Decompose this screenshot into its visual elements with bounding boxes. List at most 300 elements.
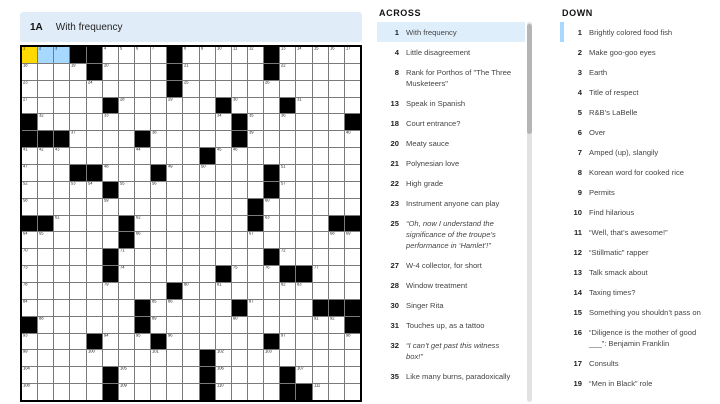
- grid-cell[interactable]: [22, 165, 37, 181]
- grid-cell[interactable]: [345, 165, 360, 181]
- grid-cell[interactable]: [183, 334, 198, 350]
- grid-cell[interactable]: [248, 131, 263, 147]
- across-clue-4[interactable]: [377, 42, 525, 62]
- grid-cell[interactable]: [103, 283, 118, 299]
- grid-cell[interactable]: [151, 367, 166, 383]
- grid-cell[interactable]: [151, 47, 166, 63]
- grid-cell[interactable]: [329, 114, 344, 130]
- grid-cell[interactable]: [103, 114, 118, 130]
- grid-cell[interactable]: [280, 199, 295, 215]
- grid-cell[interactable]: [119, 266, 134, 282]
- grid-cell[interactable]: [183, 300, 198, 316]
- grid-cell[interactable]: [345, 350, 360, 366]
- grid-cell[interactable]: [54, 367, 69, 383]
- grid-cell[interactable]: [345, 98, 360, 114]
- grid-cell[interactable]: [296, 98, 311, 114]
- across-clue-22[interactable]: [377, 173, 525, 193]
- grid-cell[interactable]: [22, 283, 37, 299]
- grid-cell[interactable]: [345, 283, 360, 299]
- grid-cell[interactable]: [200, 216, 215, 232]
- grid-cell[interactable]: [264, 384, 279, 400]
- down-clue-7[interactable]: [560, 142, 718, 162]
- grid-cell[interactable]: [119, 114, 134, 130]
- grid-cell[interactable]: [70, 266, 85, 282]
- grid-cell[interactable]: [22, 199, 37, 215]
- grid-cell[interactable]: [103, 334, 118, 350]
- grid-cell[interactable]: [232, 350, 247, 366]
- across-clue-25[interactable]: [377, 213, 525, 255]
- down-clue-2[interactable]: [560, 42, 718, 62]
- grid-cell[interactable]: [280, 165, 295, 181]
- grid-cell[interactable]: [345, 384, 360, 400]
- grid-cell[interactable]: [296, 350, 311, 366]
- grid-cell[interactable]: [167, 232, 182, 248]
- grid-cell[interactable]: [216, 64, 231, 80]
- grid-cell[interactable]: [87, 131, 102, 147]
- grid-cell[interactable]: [345, 232, 360, 248]
- grid-cell[interactable]: [87, 384, 102, 400]
- grid-cell[interactable]: [296, 367, 311, 383]
- grid-cell[interactable]: [151, 81, 166, 97]
- grid-cell[interactable]: [280, 334, 295, 350]
- grid-cell[interactable]: [216, 182, 231, 198]
- grid-cell[interactable]: [264, 131, 279, 147]
- grid-cell[interactable]: [38, 165, 53, 181]
- grid-cell[interactable]: [22, 266, 37, 282]
- down-clue-6[interactable]: [560, 122, 718, 142]
- grid-cell[interactable]: [38, 98, 53, 114]
- grid-cell[interactable]: [313, 266, 328, 282]
- grid-cell[interactable]: [200, 334, 215, 350]
- grid-cell[interactable]: [216, 131, 231, 147]
- across-scrollbar-thumb[interactable]: [527, 24, 532, 134]
- grid-cell[interactable]: [103, 81, 118, 97]
- across-clue-32[interactable]: [377, 335, 525, 366]
- grid-cell[interactable]: [264, 283, 279, 299]
- grid-cell[interactable]: [280, 216, 295, 232]
- across-clue-23[interactable]: [377, 193, 525, 213]
- down-clue-14[interactable]: [560, 282, 718, 302]
- grid-cell[interactable]: [119, 249, 134, 265]
- grid-cell[interactable]: [313, 47, 328, 63]
- grid-cell[interactable]: [183, 114, 198, 130]
- grid-cell[interactable]: [183, 317, 198, 333]
- down-clue-5[interactable]: [560, 102, 718, 122]
- grid-cell[interactable]: [183, 165, 198, 181]
- grid-cell[interactable]: [280, 81, 295, 97]
- grid-cell[interactable]: [264, 148, 279, 164]
- grid-cell[interactable]: [119, 283, 134, 299]
- grid-cell[interactable]: [167, 350, 182, 366]
- grid-cell[interactable]: [280, 64, 295, 80]
- grid-cell[interactable]: [200, 283, 215, 299]
- grid-cell[interactable]: [280, 47, 295, 63]
- grid-cell[interactable]: [248, 283, 263, 299]
- across-clue-31[interactable]: [377, 315, 525, 335]
- grid-cell[interactable]: [119, 317, 134, 333]
- grid-cell[interactable]: [70, 283, 85, 299]
- grid-cell[interactable]: [87, 367, 102, 383]
- grid-cell[interactable]: [167, 249, 182, 265]
- grid-cell[interactable]: [200, 64, 215, 80]
- grid-cell[interactable]: [167, 114, 182, 130]
- grid-cell[interactable]: [232, 384, 247, 400]
- grid-cell[interactable]: [183, 384, 198, 400]
- grid-cell[interactable]: [151, 300, 166, 316]
- grid-cell[interactable]: [329, 350, 344, 366]
- grid-cell[interactable]: [70, 199, 85, 215]
- grid-cell[interactable]: [216, 300, 231, 316]
- grid-cell[interactable]: [248, 266, 263, 282]
- grid-cell[interactable]: [248, 47, 263, 63]
- grid-cell[interactable]: [296, 131, 311, 147]
- grid-cell[interactable]: [151, 148, 166, 164]
- grid-cell[interactable]: [280, 300, 295, 316]
- grid-cell[interactable]: [232, 249, 247, 265]
- grid-cell[interactable]: [280, 283, 295, 299]
- grid-cell[interactable]: [167, 384, 182, 400]
- grid-cell[interactable]: [329, 266, 344, 282]
- grid-cell[interactable]: [135, 266, 150, 282]
- down-clue-8[interactable]: [560, 162, 718, 182]
- grid-cell[interactable]: [119, 384, 134, 400]
- grid-cell[interactable]: [232, 334, 247, 350]
- grid-cell[interactable]: [70, 384, 85, 400]
- grid-cell[interactable]: [135, 283, 150, 299]
- grid-cell[interactable]: [313, 199, 328, 215]
- grid-cell[interactable]: [345, 64, 360, 80]
- grid-cell[interactable]: [54, 98, 69, 114]
- grid-cell[interactable]: [22, 98, 37, 114]
- grid-cell[interactable]: [313, 249, 328, 265]
- grid-cell[interactable]: [296, 148, 311, 164]
- grid-cell[interactable]: [200, 266, 215, 282]
- grid-cell[interactable]: [151, 64, 166, 80]
- grid-cell[interactable]: [264, 98, 279, 114]
- grid-cell[interactable]: [329, 317, 344, 333]
- grid-cell[interactable]: [54, 300, 69, 316]
- grid-cell[interactable]: [103, 317, 118, 333]
- grid-cell[interactable]: [329, 131, 344, 147]
- grid-cell[interactable]: [54, 81, 69, 97]
- grid-cell[interactable]: [216, 114, 231, 130]
- grid-cell[interactable]: [296, 81, 311, 97]
- grid-cell[interactable]: [22, 148, 37, 164]
- grid-cell[interactable]: [151, 283, 166, 299]
- grid-cell[interactable]: [87, 148, 102, 164]
- grid-cell[interactable]: [216, 283, 231, 299]
- down-clue-10[interactable]: [560, 202, 718, 222]
- grid-cell[interactable]: [232, 148, 247, 164]
- grid-cell[interactable]: [70, 232, 85, 248]
- grid-cell[interactable]: [329, 283, 344, 299]
- grid-cell[interactable]: [183, 283, 198, 299]
- grid-cell[interactable]: [167, 131, 182, 147]
- grid-cell[interactable]: [232, 317, 247, 333]
- grid-cell[interactable]: [183, 98, 198, 114]
- grid-cell[interactable]: [119, 367, 134, 383]
- grid-cell[interactable]: [151, 317, 166, 333]
- grid-cell[interactable]: [54, 199, 69, 215]
- grid-cell[interactable]: [22, 300, 37, 316]
- grid-cell[interactable]: [216, 334, 231, 350]
- grid-cell[interactable]: [296, 64, 311, 80]
- grid-cell[interactable]: [296, 300, 311, 316]
- down-clue-17[interactable]: [560, 353, 718, 373]
- grid-cell[interactable]: [248, 165, 263, 181]
- grid-cell[interactable]: [280, 114, 295, 130]
- grid-cell[interactable]: [329, 384, 344, 400]
- grid-cell[interactable]: [216, 350, 231, 366]
- grid-cell[interactable]: [296, 249, 311, 265]
- grid-cell[interactable]: [232, 232, 247, 248]
- grid-cell[interactable]: [329, 232, 344, 248]
- grid-cell[interactable]: [54, 165, 69, 181]
- grid-cell[interactable]: [313, 98, 328, 114]
- grid-cell[interactable]: [296, 199, 311, 215]
- grid-cell[interactable]: [119, 182, 134, 198]
- grid-cell[interactable]: [200, 300, 215, 316]
- grid-cell[interactable]: [264, 317, 279, 333]
- grid-cell[interactable]: [183, 47, 198, 63]
- grid-cell[interactable]: [70, 350, 85, 366]
- grid-cell[interactable]: [216, 199, 231, 215]
- grid-cell[interactable]: [200, 98, 215, 114]
- grid-cell[interactable]: [87, 216, 102, 232]
- grid-cell[interactable]: [54, 148, 69, 164]
- grid-cell[interactable]: [54, 249, 69, 265]
- grid-cell[interactable]: [103, 216, 118, 232]
- grid-cell[interactable]: [216, 148, 231, 164]
- grid-cell[interactable]: [280, 148, 295, 164]
- grid-cell[interactable]: [119, 334, 134, 350]
- grid-cell[interactable]: [248, 249, 263, 265]
- grid-cell[interactable]: [151, 232, 166, 248]
- grid-cell[interactable]: [183, 182, 198, 198]
- grid-cell[interactable]: [135, 249, 150, 265]
- grid-cell[interactable]: [54, 334, 69, 350]
- grid-cell[interactable]: [280, 182, 295, 198]
- grid-cell[interactable]: [232, 81, 247, 97]
- grid-cell[interactable]: [38, 300, 53, 316]
- grid-cell[interactable]: [119, 350, 134, 366]
- grid-cell[interactable]: [70, 317, 85, 333]
- across-scrollbar[interactable]: [527, 22, 532, 402]
- grid-cell[interactable]: [183, 131, 198, 147]
- grid-cell[interactable]: [248, 148, 263, 164]
- grid-cell[interactable]: [119, 165, 134, 181]
- grid-cell[interactable]: [22, 64, 37, 80]
- grid-cell[interactable]: [200, 131, 215, 147]
- grid-cell[interactable]: [232, 47, 247, 63]
- grid-cell[interactable]: [54, 283, 69, 299]
- grid-cell[interactable]: [313, 165, 328, 181]
- grid-cell[interactable]: [167, 165, 182, 181]
- grid-cell[interactable]: [313, 131, 328, 147]
- grid-cell[interactable]: [103, 47, 118, 63]
- grid-cell[interactable]: [232, 283, 247, 299]
- across-clue-18[interactable]: [377, 113, 525, 133]
- grid-cell[interactable]: [38, 384, 53, 400]
- grid-cell[interactable]: [151, 266, 166, 282]
- grid-cell[interactable]: [54, 114, 69, 130]
- grid-cell[interactable]: [216, 317, 231, 333]
- grid-cell[interactable]: [313, 114, 328, 130]
- across-clue-35[interactable]: [377, 366, 525, 386]
- grid-cell[interactable]: [200, 232, 215, 248]
- grid-cell[interactable]: [103, 148, 118, 164]
- grid-cell[interactable]: [70, 64, 85, 80]
- grid-cell[interactable]: [313, 283, 328, 299]
- grid-cell[interactable]: [329, 81, 344, 97]
- grid-cell[interactable]: [22, 232, 37, 248]
- grid-cell[interactable]: [345, 47, 360, 63]
- grid-cell[interactable]: [103, 64, 118, 80]
- grid-cell[interactable]: [248, 232, 263, 248]
- grid-cell[interactable]: [232, 266, 247, 282]
- grid-cell[interactable]: [216, 47, 231, 63]
- grid-cell[interactable]: [135, 81, 150, 97]
- grid-cell[interactable]: [216, 367, 231, 383]
- grid-cell[interactable]: [135, 232, 150, 248]
- grid-cell[interactable]: [151, 216, 166, 232]
- grid-cell[interactable]: [70, 300, 85, 316]
- grid-cell[interactable]: [200, 81, 215, 97]
- grid-cell[interactable]: [232, 216, 247, 232]
- grid-cell[interactable]: [345, 249, 360, 265]
- grid-cell[interactable]: [232, 199, 247, 215]
- grid-cell[interactable]: [232, 367, 247, 383]
- grid-cell[interactable]: [38, 114, 53, 130]
- grid-cell[interactable]: [296, 216, 311, 232]
- grid-cell[interactable]: [248, 98, 263, 114]
- grid-cell[interactable]: [135, 64, 150, 80]
- grid-cell[interactable]: [200, 317, 215, 333]
- across-clue-21[interactable]: [377, 153, 525, 173]
- grid-cell[interactable]: [103, 131, 118, 147]
- grid-cell[interactable]: [135, 148, 150, 164]
- grid-cell[interactable]: [22, 334, 37, 350]
- grid-cell[interactable]: [345, 367, 360, 383]
- grid-cell[interactable]: [87, 114, 102, 130]
- grid-cell[interactable]: [38, 199, 53, 215]
- grid-cell[interactable]: [313, 182, 328, 198]
- grid-cell[interactable]: [38, 249, 53, 265]
- grid-cell[interactable]: [54, 384, 69, 400]
- grid-cell[interactable]: [167, 300, 182, 316]
- grid-cell[interactable]: [70, 131, 85, 147]
- grid-cell[interactable]: [248, 317, 263, 333]
- grid-cell[interactable]: [264, 266, 279, 282]
- grid-cell[interactable]: [200, 182, 215, 198]
- grid-cell[interactable]: [38, 350, 53, 366]
- grid-cell[interactable]: [87, 199, 102, 215]
- grid-cell[interactable]: [87, 232, 102, 248]
- grid-cell[interactable]: [135, 350, 150, 366]
- down-clue-11[interactable]: [560, 222, 718, 242]
- grid-cell[interactable]: [200, 165, 215, 181]
- down-clue-3[interactable]: [560, 62, 718, 82]
- grid-cell[interactable]: [296, 47, 311, 63]
- grid-cell[interactable]: [70, 216, 85, 232]
- grid-cell[interactable]: [345, 131, 360, 147]
- grid-cell[interactable]: [151, 114, 166, 130]
- grid-cell[interactable]: [264, 300, 279, 316]
- grid-cell[interactable]: [87, 98, 102, 114]
- grid-cell[interactable]: [183, 232, 198, 248]
- across-clue-30[interactable]: [377, 295, 525, 315]
- grid-cell[interactable]: [329, 367, 344, 383]
- grid-cell[interactable]: [216, 81, 231, 97]
- grid-cell[interactable]: [248, 81, 263, 97]
- grid-cell[interactable]: [329, 64, 344, 80]
- grid-cell[interactable]: [135, 334, 150, 350]
- grid-cell[interactable]: [248, 384, 263, 400]
- grid-cell[interactable]: [54, 216, 69, 232]
- grid-cell[interactable]: [296, 165, 311, 181]
- grid-cell[interactable]: [38, 317, 53, 333]
- grid-cell[interactable]: [345, 81, 360, 97]
- grid-cell[interactable]: [54, 266, 69, 282]
- grid-cell[interactable]: [119, 64, 134, 80]
- grid-cell[interactable]: [280, 249, 295, 265]
- grid-cell[interactable]: [22, 182, 37, 198]
- grid-cell[interactable]: [135, 367, 150, 383]
- grid-cell[interactable]: [87, 249, 102, 265]
- current-clue-bar[interactable]: [20, 12, 362, 42]
- grid-cell[interactable]: [135, 199, 150, 215]
- grid-cell[interactable]: [200, 249, 215, 265]
- grid-cell[interactable]: [329, 249, 344, 265]
- grid-cell[interactable]: [248, 64, 263, 80]
- grid-cell[interactable]: [151, 98, 166, 114]
- grid-cell[interactable]: [329, 165, 344, 181]
- down-clue-15[interactable]: [560, 302, 718, 322]
- grid-cell[interactable]: [296, 114, 311, 130]
- grid-cell[interactable]: [183, 64, 198, 80]
- grid-cell[interactable]: [54, 182, 69, 198]
- down-clue-13[interactable]: [560, 262, 718, 282]
- grid-cell[interactable]: [22, 249, 37, 265]
- grid-cell[interactable]: [54, 232, 69, 248]
- grid-cell[interactable]: [135, 216, 150, 232]
- grid-cell[interactable]: [103, 350, 118, 366]
- grid-cell[interactable]: [54, 64, 69, 80]
- grid-cell[interactable]: [38, 232, 53, 248]
- grid-cell[interactable]: [54, 317, 69, 333]
- grid-cell[interactable]: [119, 81, 134, 97]
- grid-cell[interactable]: [167, 98, 182, 114]
- grid-cell[interactable]: [264, 114, 279, 130]
- down-clue-4[interactable]: [560, 82, 718, 102]
- grid-cell[interactable]: [151, 249, 166, 265]
- grid-cell[interactable]: [248, 334, 263, 350]
- grid-cell[interactable]: [119, 131, 134, 147]
- grid-cell[interactable]: [345, 334, 360, 350]
- grid-cell[interactable]: [329, 199, 344, 215]
- grid-cell[interactable]: [103, 232, 118, 248]
- grid-cell[interactable]: [38, 367, 53, 383]
- grid-cell[interactable]: [280, 232, 295, 248]
- grid-cell[interactable]: [54, 47, 69, 63]
- grid-cell[interactable]: [248, 182, 263, 198]
- grid-cell[interactable]: [232, 165, 247, 181]
- across-clue-27[interactable]: [377, 255, 525, 275]
- grid-cell[interactable]: [22, 350, 37, 366]
- grid-cell[interactable]: [248, 114, 263, 130]
- grid-cell[interactable]: [103, 300, 118, 316]
- down-clue-1[interactable]: [560, 22, 718, 42]
